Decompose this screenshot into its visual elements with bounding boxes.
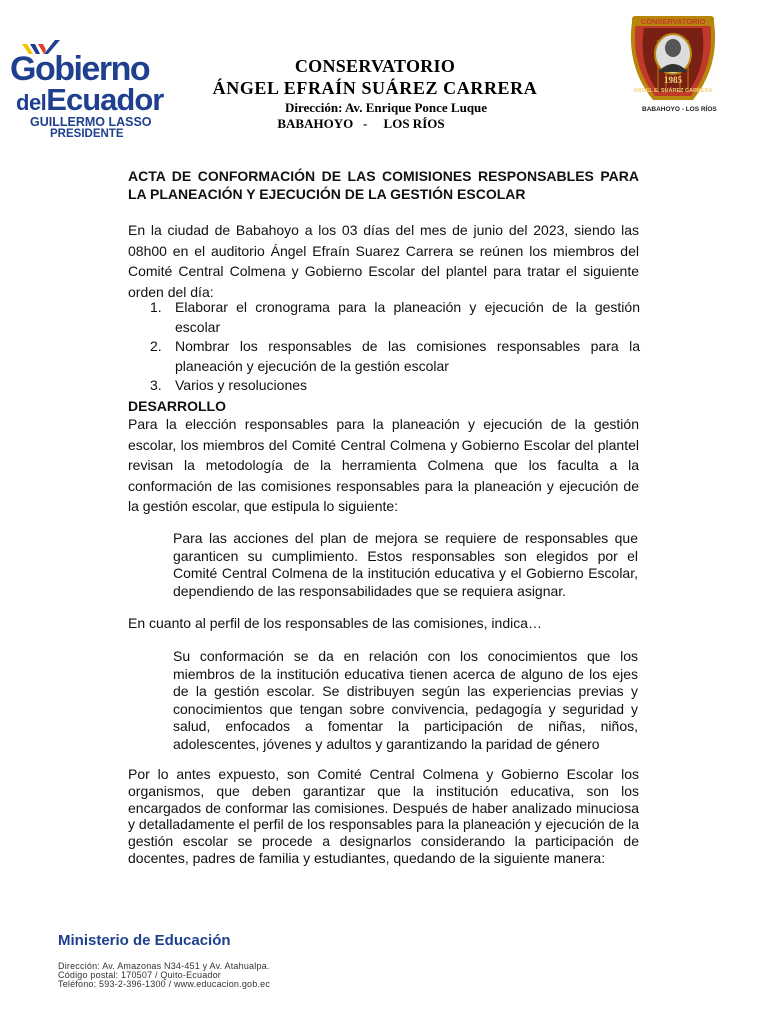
list-item-number: 2. (150, 338, 162, 354)
footer-contact: Teléfono: 593-2-396-1300 / www.educacion.gob.ec (58, 979, 271, 989)
seal-ribbon: ÁNGEL E. SUÁREZ CARRERA (633, 88, 713, 94)
seal-year: 1985 (664, 75, 682, 85)
logo-line-ecuador (16, 84, 163, 119)
intro-paragraph: En la ciudad de Babahoyo a los 03 días del mes de junio del 2023, siendo las 08h00 en el auditorio Ángel Efraín Suarez Carrera se reúnen los miembros del Comité Central Colmena y Gobierno Escolar del plantel para tratar el siguiente orden del día: (128, 222, 639, 300)
logo-president-name: GUILLERMO LASSO (30, 115, 152, 129)
block-quote-responsables: Para las acciones del plan de mejora se requiere de responsables que garanticen su cumplimiento. Estos responsables son elegidos por el Comité Central Colmena de la institución educativa y el Gobierno Escolar, dependiendo de las responsabilidades que se requiera asignar. (173, 530, 638, 599)
list-item-text: Varios y resoluciones (175, 377, 308, 393)
list-item-number: 3. (150, 377, 162, 393)
logo-president-title: PRESIDENTE (50, 128, 124, 140)
gobierno-ecuador-logo (8, 40, 168, 145)
desarrollo-paragraph: Para la elección responsables para la planeación y ejecución de la gestión escolar, los miembros del Comité Central Colmena y Gobierno Escolar del plantel revisan la metodología de la herramienta Colmena que los faculta a la conformación de las comisiones responsables para la planeación y ejecución de la gestión escolar, que estipula lo siguiente: (128, 416, 639, 514)
seal-caption: BABAHOYO - LOS RÍOS (642, 106, 717, 113)
footer-postal-code: Código postal: 170507 / Quito-Ecuador (58, 970, 222, 980)
list-item (150, 337, 640, 376)
block-quote-conformacion: Su conformación se da en relación con los conocimientos que los miembros de la institución educativa tienen acerca de alguno de los ejes de la gestión escolar. Se distribuyen según las experiencias previas y conocimientos que tengan sobre convivencia, pedagogía y seguridad y salud, enfocados a fomentar la participación de niñas, niños, adolescentes, jóvenes y adultos y garantizando la paridad de género (173, 648, 638, 752)
header-institution: CONSERVATORIO (294, 56, 456, 76)
header-city: BABAHOYO - LOS RÍOS (277, 116, 445, 131)
list-item (150, 376, 640, 396)
footer-address: Dirección: Av. Amazonas N34-451 y Av. Atahualpa. (58, 961, 270, 971)
lyre-emblem-icon (624, 10, 722, 110)
logo-del: del (16, 90, 47, 115)
header-address: Dirección: Av. Enrique Ponce Luque (284, 100, 488, 115)
perfil-paragraph: En cuanto al perfil de los responsables de las comisiones, indica… (128, 615, 543, 631)
header-institution-name: ÁNGEL EFRAÍN SUÁREZ CARRERA (212, 78, 538, 98)
seal-top-text: CONSERVATORIO (640, 17, 706, 26)
list-item-text: Elaborar el cronograma para la planeación y ejecución de la gestión escolar (175, 299, 640, 335)
conclusion-paragraph: Por lo antes expuesto, son Comité Central Colmena y Gobierno Escolar los organismos, que deben garantizar que la institución educativa, son los encargados de conformar las comisiones. Después de haber analizado minuciosa y detalladamente el perfil de los responsables para la planeación y ejecución de la gestión escolar se procede a designarlos considerando la participación de docentes, padres de familia y estudiantes, quedando de la siguiente manera: (128, 766, 639, 866)
document-title: ACTA DE CONFORMACIÓN DE LAS COMISIONES RESPONSABLES PARA LA PLANEACIÓN Y EJECUCIÓN DE LA GESTIÓN ESCOLAR (128, 168, 639, 202)
footer-ministry: Ministerio de Educación (58, 932, 231, 949)
conservatory-seal (624, 10, 722, 122)
list-item (150, 298, 640, 337)
logo-line-gobierno: Gobierno (10, 50, 150, 88)
list-item-number: 1. (150, 299, 162, 315)
logo-ecuador: Ecuador (46, 82, 164, 117)
list-item-text: Nombrar los responsables de las comisiones responsables para la planeación y ejecución de la gestión escolar (175, 338, 640, 374)
agenda-list (150, 298, 640, 396)
section-heading-desarrollo: DESARROLLO (128, 398, 226, 414)
